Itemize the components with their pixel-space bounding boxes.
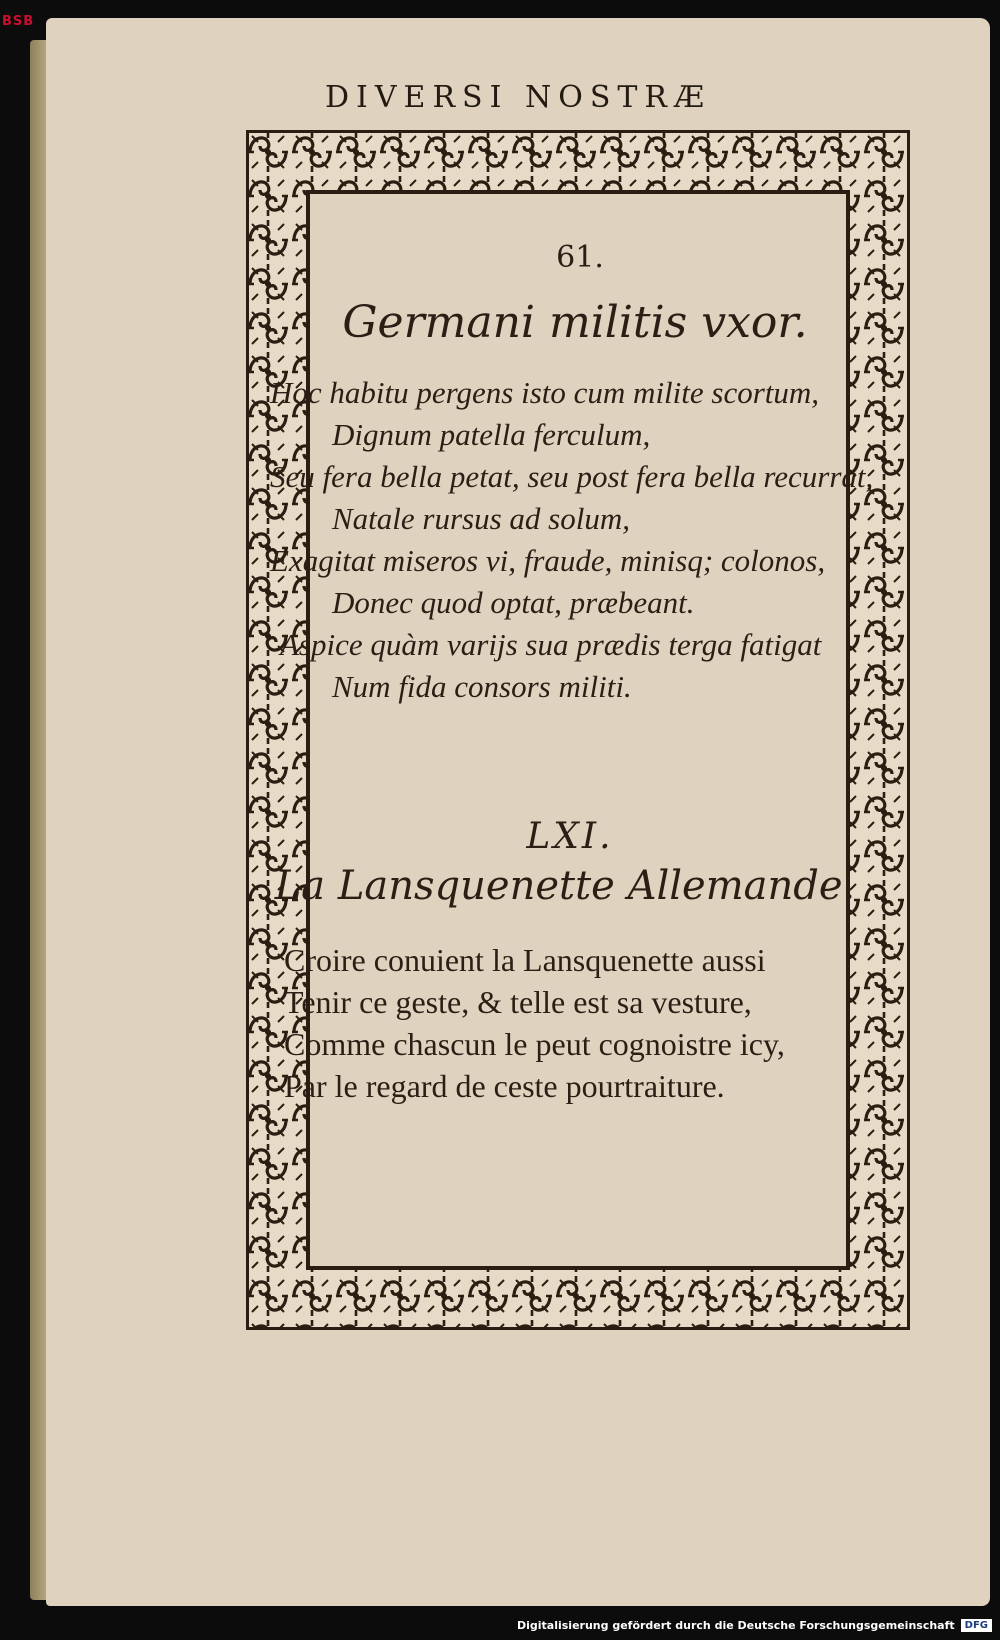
verse-line: Comme chascun le peut cognoistre icy, (284, 1026, 785, 1062)
verse-line: Croire conuient la Lansquenette aussi (284, 942, 766, 978)
verse-line: Num fida consors militi. (332, 669, 632, 704)
verse-line: Tenir ce geste, & telle est sa vesture, (284, 984, 752, 1020)
latin-verse (270, 372, 900, 708)
verse-line: Dignum patella ferculum, (332, 417, 651, 452)
verse-line: Aspice quàm varijs sua prædis terga fatigat (280, 627, 822, 662)
verse-line: Par le regard de ceste pourtraiture. (284, 1068, 725, 1104)
running-head: DIVERSI NOSTRÆ (324, 80, 712, 115)
plate-number: 61. (556, 240, 604, 275)
verse-line: Donec quod optat, præbeant. (332, 585, 695, 620)
library-mark: BSB (2, 14, 35, 29)
dfg-logo: DFG (961, 1619, 992, 1632)
section-number: LXI. (526, 816, 614, 857)
page-text (270, 240, 900, 1107)
verse-line: Seu fera bella petat, seu post fera bella recurrat, (270, 459, 874, 494)
french-verse (270, 939, 900, 1107)
verse-line: Exagitat miseros vi, fraude, minisq; colonos, (270, 543, 826, 578)
digitization-credit (517, 1619, 992, 1632)
latin-title: Germani militis vxor. (342, 297, 808, 348)
verse-line: Natale rursus ad solum, (332, 501, 630, 536)
french-title: La Lansquenette Allemande. (274, 863, 856, 909)
credit-text: Digitalisierung gefördert durch die Deutsche Forschungsgemeinschaft (516, 1619, 955, 1632)
verse-line: Hoc habitu pergens isto cum milite scortum, (270, 375, 820, 410)
